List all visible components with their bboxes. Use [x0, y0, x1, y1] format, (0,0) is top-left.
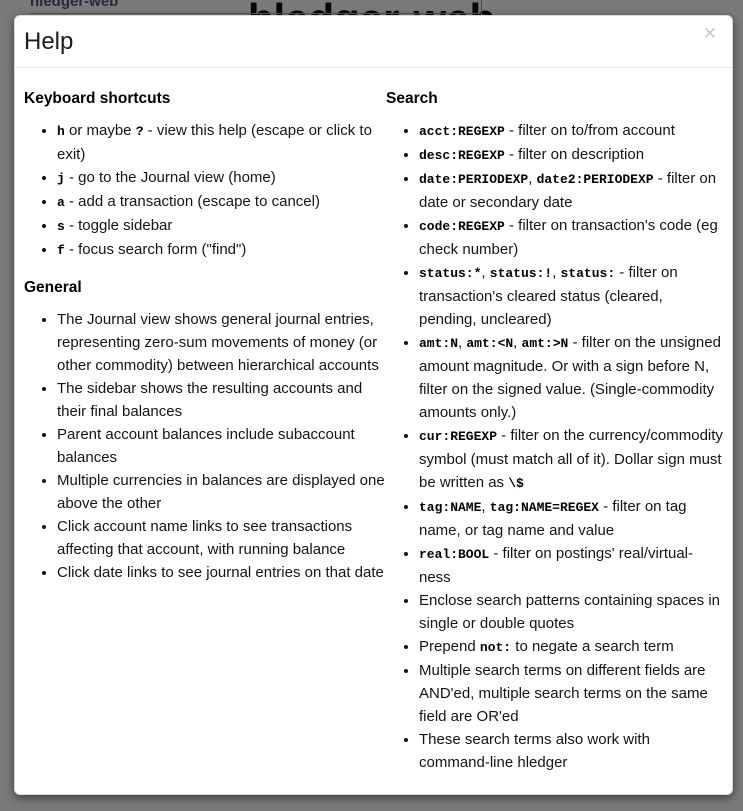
- plain-text: - filter on transaction's code (eg check number): [419, 217, 718, 258]
- plain-text: The Journal view shows general journal entries, representing zero-sum movements of money (or other commodity) between hierarchical accounts: [57, 311, 379, 374]
- help-list-item: [419, 214, 723, 261]
- help-list-item: [419, 542, 723, 589]
- plain-text: ,: [513, 334, 522, 351]
- help-list-item: [419, 167, 723, 214]
- help-list-item: [419, 119, 723, 143]
- code-term: tag:NAME=REGEX: [489, 500, 599, 515]
- code-term: h: [57, 124, 65, 139]
- help-list: [386, 119, 723, 774]
- modal-title: Help: [24, 28, 74, 55]
- code-term: status:: [560, 266, 616, 281]
- plain-text: - filter on date or secondary date: [419, 170, 717, 211]
- help-list-item: [419, 261, 723, 331]
- code-term: f: [57, 243, 65, 258]
- section-heading: General: [24, 279, 82, 296]
- code-term: not:: [479, 640, 512, 655]
- code-term: \$: [508, 476, 524, 491]
- plain-text: - toggle sidebar: [64, 217, 173, 234]
- help-list-item: [57, 423, 386, 469]
- plain-text: Multiple currencies in balances are displayed one above the other: [57, 472, 385, 512]
- help-list-item: [419, 424, 723, 495]
- help-modal: [14, 15, 733, 795]
- plain-text: - filter on to/from account: [504, 122, 675, 139]
- help-column-left: [24, 88, 386, 594]
- help-list-item: [57, 214, 386, 238]
- code-term: date:PERIODEXP: [419, 172, 529, 187]
- plain-text: to negate a search term: [511, 638, 674, 655]
- section-heading: Search: [386, 90, 438, 107]
- code-term: status:*: [419, 266, 482, 281]
- plain-text: - filter on transaction's cleared status (cleared, pending, uncleared): [419, 264, 678, 328]
- plain-text: - filter on postings' real/virtual-ness: [419, 545, 693, 586]
- plain-text: - filter on description: [504, 146, 645, 163]
- help-list-item: [57, 377, 386, 423]
- plain-text: - filter on tag name, or tag name and value: [419, 498, 687, 539]
- plain-text: Enclose search patterns containing spaces in single or double quotes: [419, 592, 721, 632]
- help-list-item: [57, 166, 386, 190]
- plain-text: ,: [528, 170, 537, 187]
- plain-text: - go to the Journal view (home): [64, 169, 276, 186]
- modal-body: [15, 68, 732, 784]
- plain-text: - filter on the unsigned amount magnitude. Or with a sign before N, filter on the signed value. (Single-commodity amounts only.): [419, 334, 721, 421]
- help-list-item: [57, 238, 386, 262]
- close-icon[interactable]: ✕: [702, 24, 717, 44]
- help-list-item: [419, 589, 723, 635]
- plain-text: ,: [552, 264, 561, 281]
- plain-text: - view this help (escape or click to exit): [57, 122, 372, 163]
- plain-text: - focus search form ("find"): [64, 241, 247, 258]
- code-term: code:REGEXP: [419, 219, 505, 234]
- code-term: real:BOOL: [419, 547, 490, 562]
- plain-text: or maybe: [64, 122, 136, 139]
- help-list-item: [419, 728, 723, 774]
- help-list-item: [57, 561, 386, 584]
- code-term: ?: [135, 124, 144, 139]
- code-term: acct:REGEXP: [419, 124, 505, 139]
- help-list-item: [57, 308, 386, 377]
- plain-text: Click account name links to see transactions affecting that account, with running balance: [57, 518, 353, 558]
- plain-text: Multiple search terms on different fields are AND'ed, multiple search terms on the same field are OR'ed: [419, 662, 708, 725]
- code-term: s: [57, 219, 65, 234]
- help-list-item: [419, 659, 723, 728]
- code-term: desc:REGEXP: [419, 148, 505, 163]
- help-list: [24, 308, 386, 584]
- code-term: a: [57, 195, 65, 210]
- help-list-item: [57, 469, 386, 515]
- help-column-right: [386, 88, 723, 784]
- help-list-item: [57, 515, 386, 561]
- plain-text: ,: [481, 498, 490, 515]
- help-list-item: [419, 143, 723, 167]
- code-term: date2:PERIODEXP: [536, 172, 654, 187]
- help-list-item: [419, 331, 723, 424]
- help-list-item: [57, 119, 386, 166]
- code-term: status:!: [489, 266, 553, 281]
- plain-text: - add a transaction (escape to cancel): [64, 193, 320, 210]
- help-list-item: [419, 495, 723, 542]
- plain-text: - filter on the currency/commodity symbol (must match all of it). Dollar sign must be written as: [419, 427, 723, 491]
- plain-text: ,: [481, 264, 490, 281]
- help-list-item: [57, 190, 386, 214]
- help-list: [24, 119, 386, 262]
- code-term: amt:N: [419, 336, 459, 351]
- code-term: amt:<N: [466, 336, 514, 351]
- plain-text: ,: [458, 334, 467, 351]
- code-term: amt:>N: [521, 336, 569, 351]
- help-list-item: [419, 635, 723, 659]
- plain-text: Prepend: [419, 638, 480, 655]
- modal-header: [15, 16, 732, 68]
- code-term: j: [57, 171, 65, 186]
- plain-text: The sidebar shows the resulting accounts and their final balances: [57, 380, 363, 420]
- plain-text: These search terms also work with command-line hledger: [419, 731, 650, 771]
- plain-text: Parent account balances include subaccount balances: [57, 426, 355, 466]
- section-heading: Keyboard shortcuts: [24, 90, 171, 107]
- code-term: tag:NAME: [419, 500, 482, 515]
- plain-text: Click date links to see journal entries on that date: [57, 564, 384, 581]
- code-term: cur:REGEXP: [419, 429, 498, 444]
